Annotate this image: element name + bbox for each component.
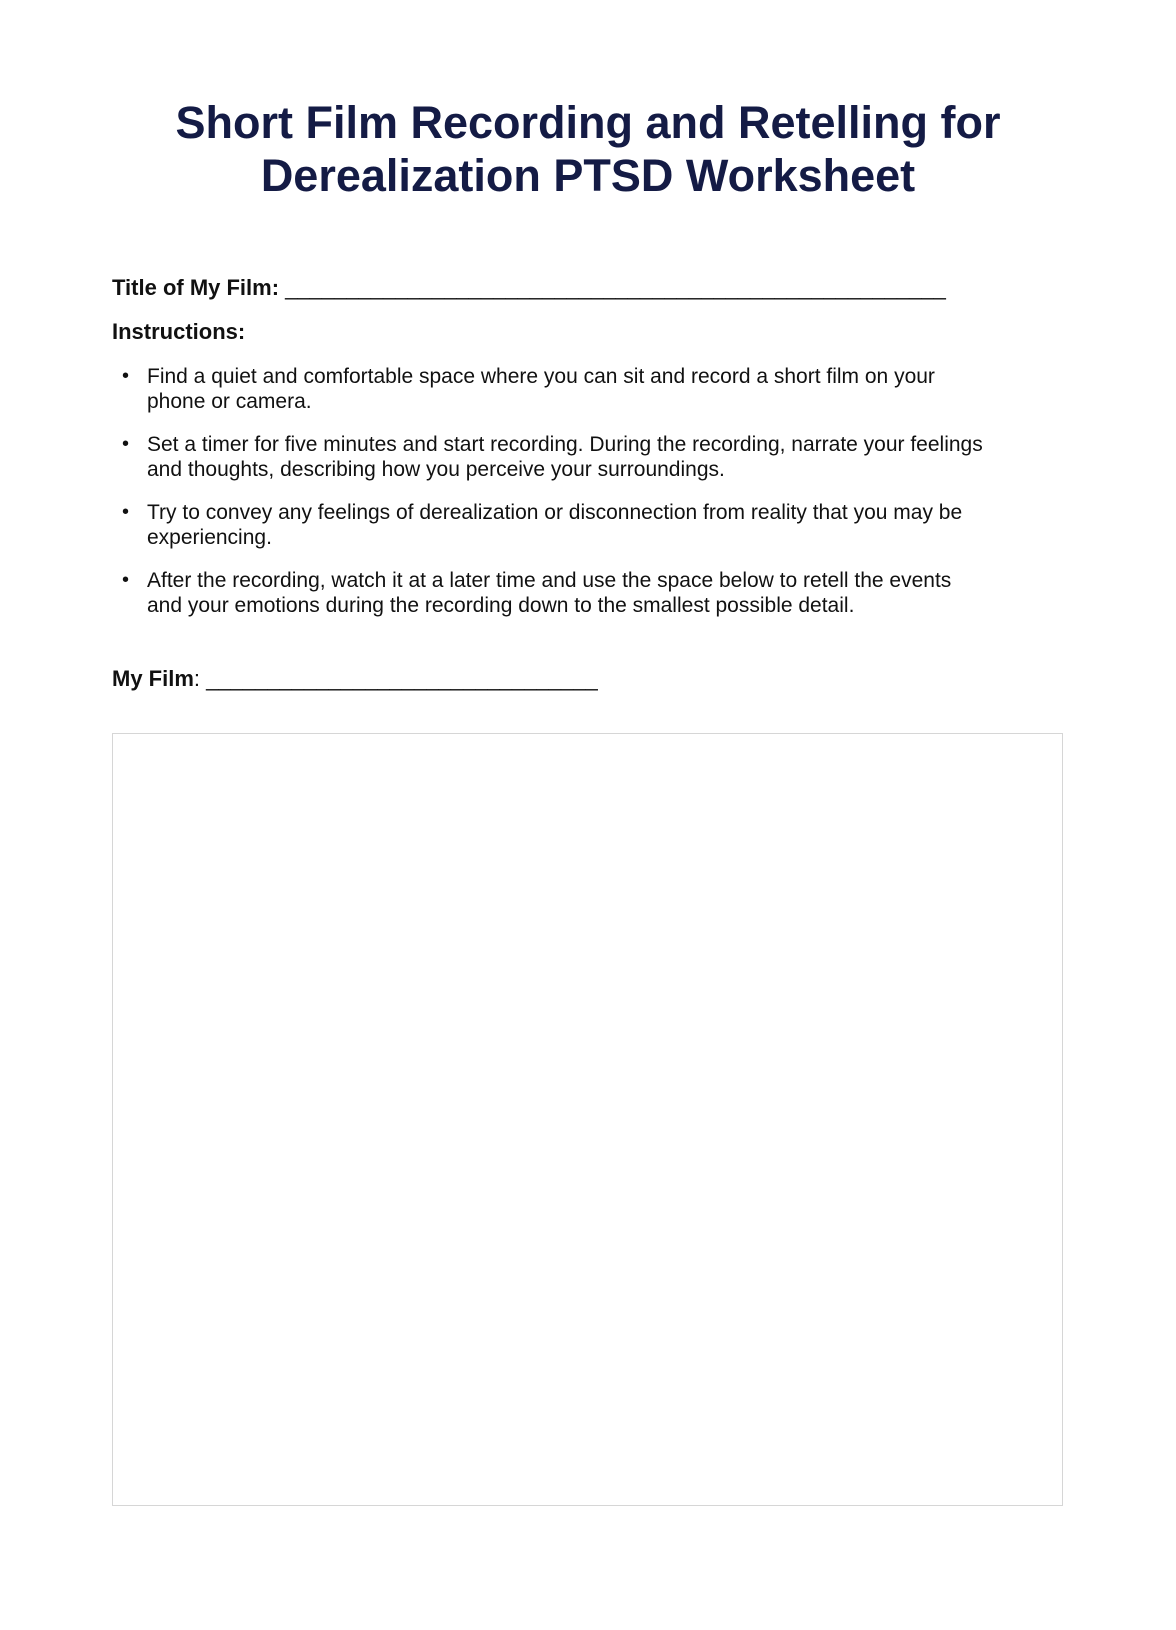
my-film-field[interactable] <box>112 666 598 692</box>
my-film-label: My Film <box>112 666 194 691</box>
instruction-2-line-2: and thoughts, describing how you perceive your surroundings. <box>147 458 725 481</box>
instruction-3-line-1: Try to convey any feelings of derealization or disconnection from reality that you may be <box>147 501 963 524</box>
instruction-4-line-1: After the recording, watch it at a later time and use the space below to retell the events <box>147 569 952 592</box>
bullet-icon: • <box>122 569 130 591</box>
list-item <box>112 364 1072 414</box>
page-title <box>0 96 1176 202</box>
instruction-3-line-2: experiencing. <box>147 526 272 549</box>
instruction-1-line-2: phone or camera. <box>147 390 312 413</box>
page-title-line-1: Short Film Recording and Retelling for <box>175 97 1001 148</box>
film-title-blank[interactable]: ______________________________________________________ <box>285 275 946 300</box>
instruction-4-line-2: and your emotions during the recording down to the smallest possible detail. <box>147 594 855 617</box>
film-title-label: Title of My Film: <box>112 275 280 300</box>
list-item <box>112 432 1072 482</box>
list-item <box>112 568 1072 618</box>
list-item <box>112 500 1072 550</box>
film-title-field[interactable] <box>112 275 946 301</box>
bullet-icon: • <box>122 501 130 523</box>
instruction-2-line-1: Set a timer for five minutes and start recording. During the recording, narrate your feelings <box>147 433 983 456</box>
my-film-blank[interactable]: ________________________________ <box>206 666 598 691</box>
bullet-icon: • <box>122 365 130 387</box>
retelling-writing-box[interactable] <box>112 733 1063 1506</box>
bullet-icon: • <box>122 433 130 455</box>
my-film-separator: : <box>193 666 201 691</box>
instructions-list <box>112 364 1072 636</box>
instruction-1-line-1: Find a quiet and comfortable space where you can sit and record a short film on your <box>147 365 935 388</box>
instructions-heading: Instructions: <box>112 319 246 344</box>
page-title-line-2: Derealization PTSD Worksheet <box>260 150 916 201</box>
